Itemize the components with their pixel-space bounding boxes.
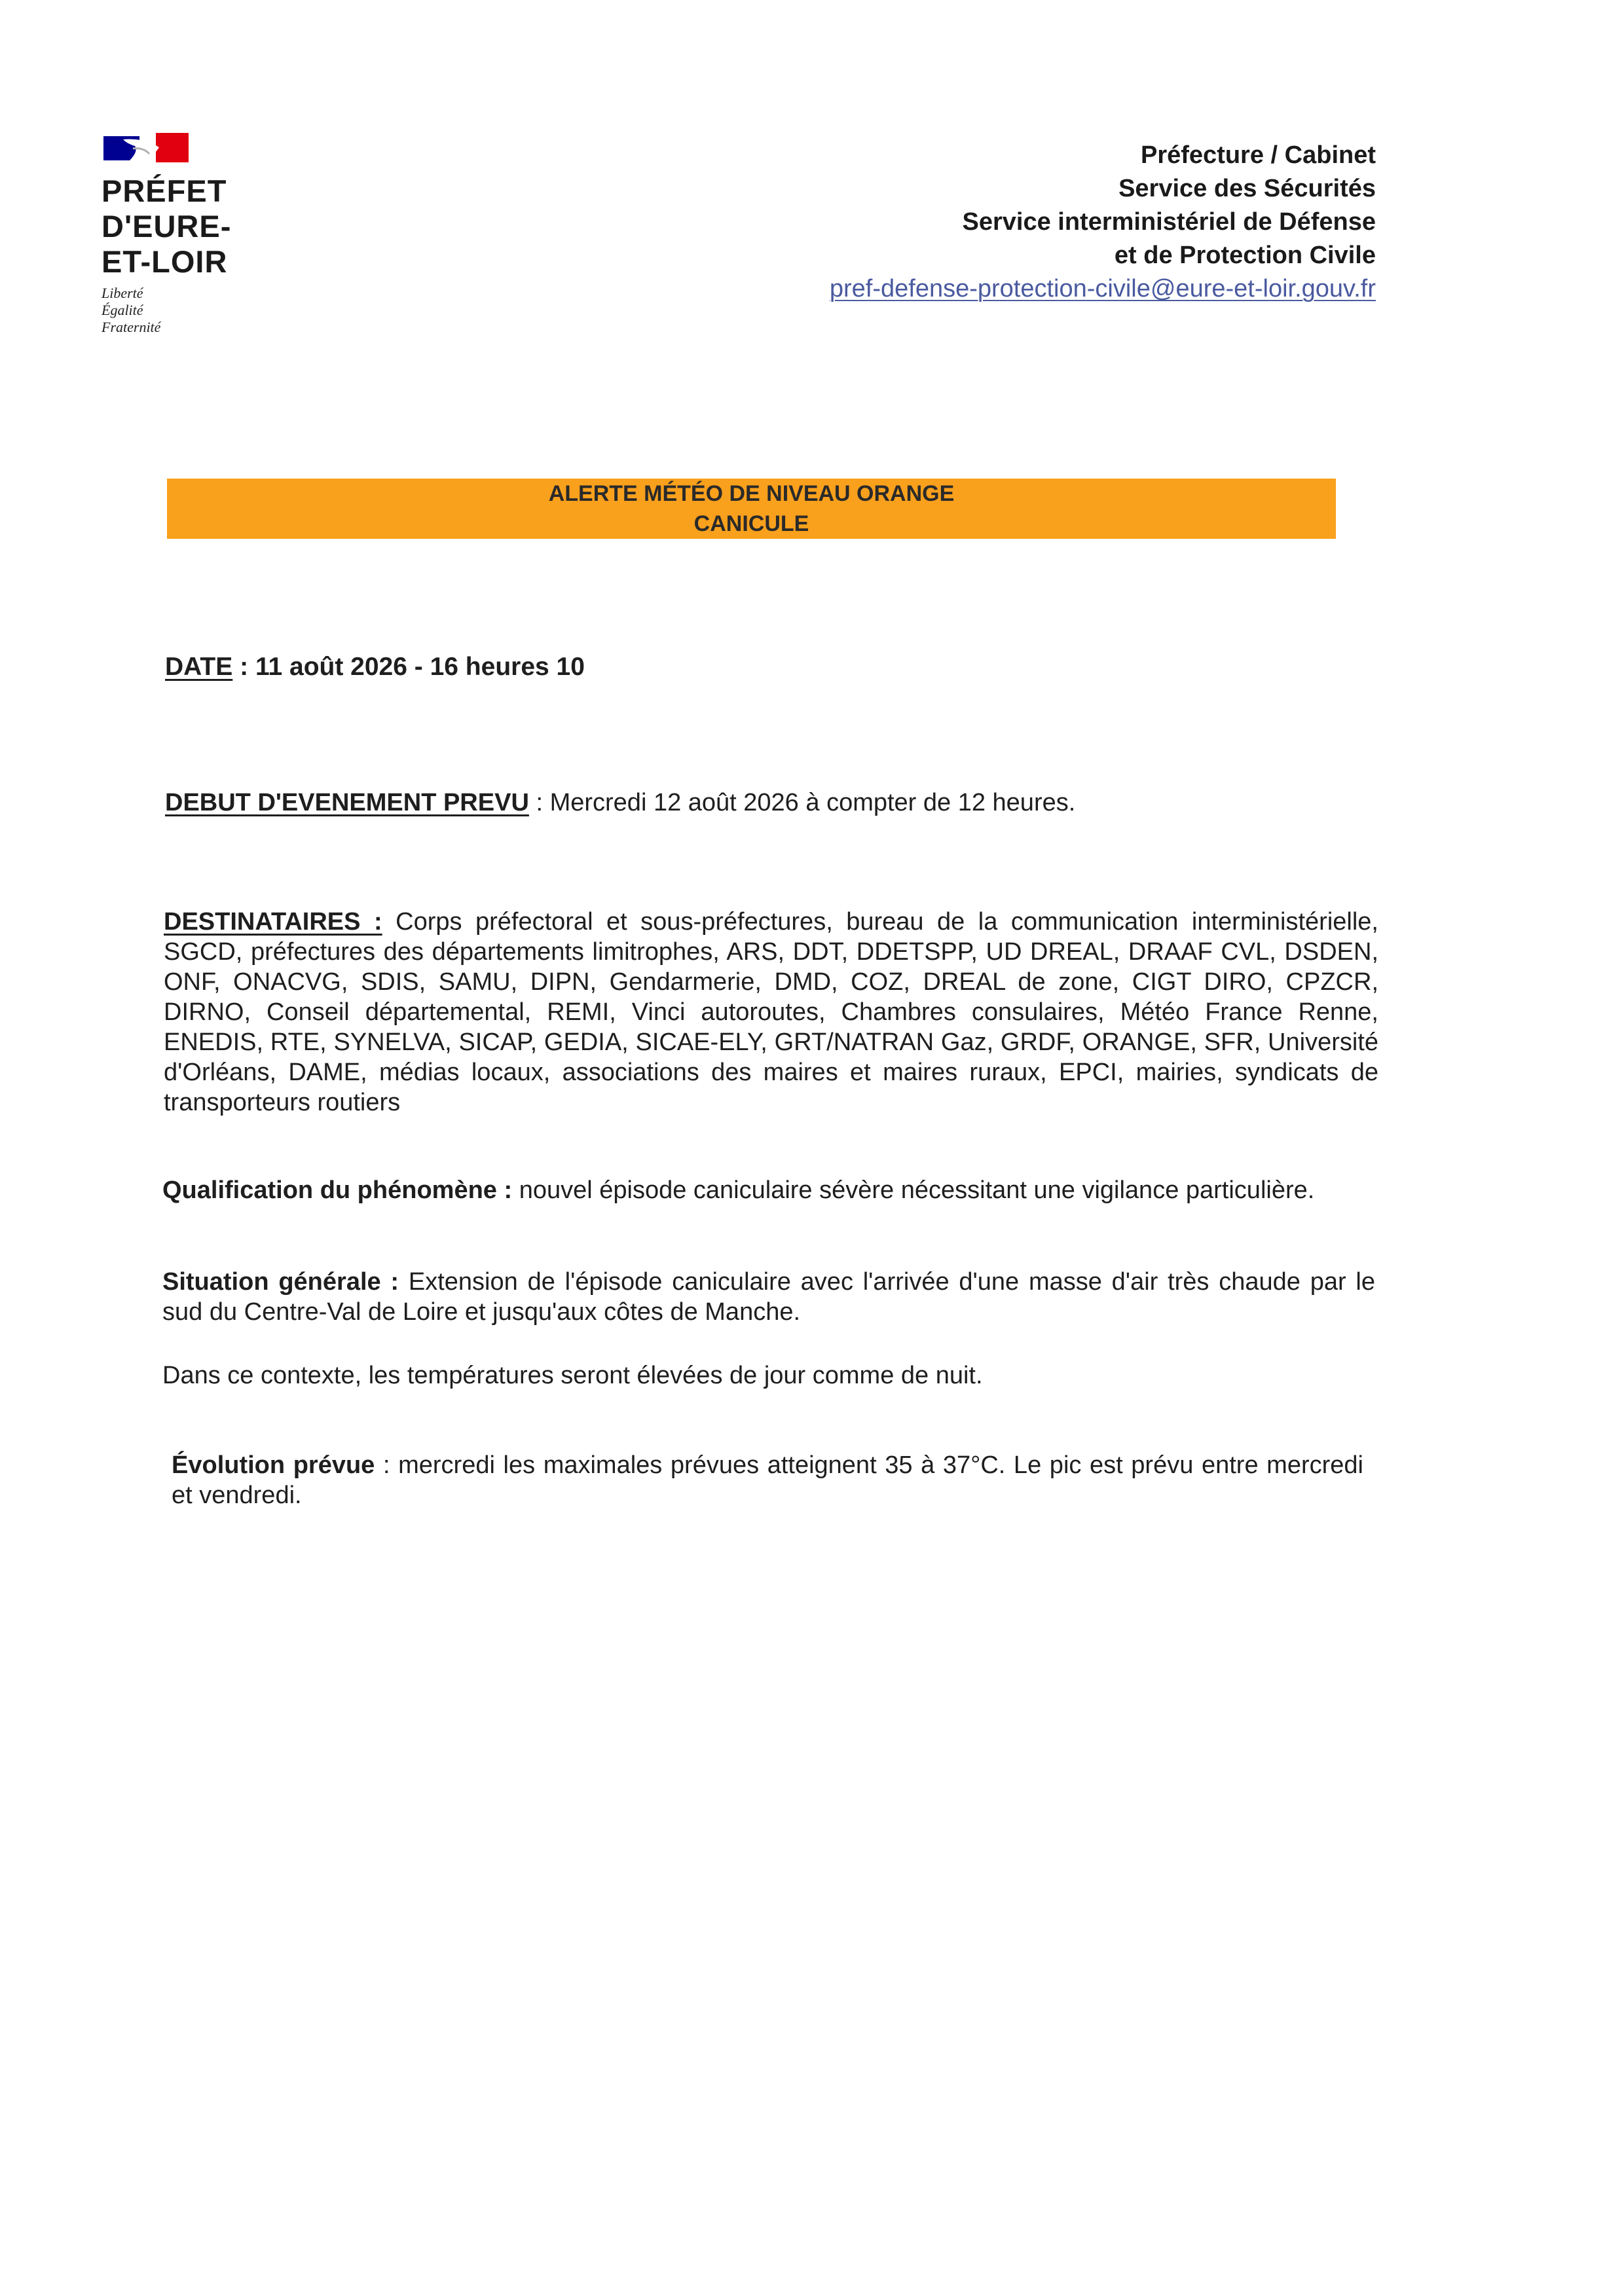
evolution-label: Évolution prévue xyxy=(172,1451,375,1479)
event-start-value: Mercredi 12 août 2026 à compter de 12 heures. xyxy=(549,789,1076,816)
date-label: DATE xyxy=(165,653,233,681)
motto-line: Fraternité xyxy=(101,319,161,335)
alert-banner xyxy=(167,479,1336,539)
recipients-value: Corps préfectoral et sous-préfectures, bureau de la communication interministérielle, SGCD, préfectures des départements limitrophes, ARS, DDT, DDETSPP, UD DREAL, DRAAF CVL, DSDEN, ONF, ONACVG, SDIS, SAMU, DIPN, Gendarmerie, DMD, COZ, DREAL de zone, CIGT DIRO, CPZCR, DIRNO, Conseil départemental, REMI, Vinci autoroutes, Chambres consulaires, Météo France Renne, ENEDIS, RTE, SYNELVA, SICAP, GEDIA, SICAE-ELY, GRT/NATRAN Gaz, GRDF, ORANGE, SFR, Université d'Orléans, DAME, médias locaux, associations des maires et maires ruraux, EPCI, mairies, syndicats de transporteurs routiers xyxy=(164,908,1378,1116)
date-value: 11 août 2026 - 16 heures 10 xyxy=(255,653,585,681)
prefet-line: D'EURE- xyxy=(101,209,232,244)
event-start-label: DEBUT D'EVENEMENT PREVU xyxy=(165,789,529,816)
situation-label: Situation générale : xyxy=(162,1268,399,1296)
date-line xyxy=(165,652,585,682)
sender-header xyxy=(830,139,1376,306)
republic-motto xyxy=(101,285,160,336)
marianne-flag-icon xyxy=(103,133,189,162)
header-line: Service des Sécurités xyxy=(1118,175,1376,202)
contact-email-link[interactable]: pref-defense-protection-civile@eure-et-loir.gouv.fr xyxy=(829,275,1376,302)
qualification-paragraph xyxy=(162,1175,1314,1205)
situation-value: Extension de l'épisode caniculaire avec l'arrivée d'une masse d'air très chaude par le sud du Centre-Val de Loire et jusqu'aux côtes de Manche. xyxy=(162,1268,1375,1326)
motto-line: Liberté xyxy=(101,285,143,301)
qualification-value: nouvel épisode caniculaire sévère nécessitant une vigilance particulière. xyxy=(512,1176,1315,1204)
event-start-line xyxy=(165,788,1075,818)
prefet-line: ET-LOIR xyxy=(101,244,228,279)
recipients-paragraph xyxy=(164,907,1378,1118)
motto-line: Égalité xyxy=(101,302,143,318)
header-line: Préfecture / Cabinet xyxy=(1141,141,1376,169)
context-paragraph: Dans ce contexte, les températures seront élevées de jour comme de nuit. xyxy=(162,1362,983,1389)
header-line: et de Protection Civile xyxy=(1114,242,1376,269)
evolution-value: : mercredi les maximales prévues atteignent 35 à 37°C. Le pic est prévu entre mercredi et vendredi. xyxy=(172,1451,1363,1509)
alert-subtitle: CANICULE xyxy=(693,511,809,536)
evolution-paragraph xyxy=(172,1450,1363,1510)
alert-title: ALERTE MÉTÉO DE NIVEAU ORANGE xyxy=(548,481,955,506)
header-line: Service interministériel de Défense xyxy=(962,208,1376,236)
situation-paragraph xyxy=(162,1267,1375,1327)
prefet-line: PRÉFET xyxy=(101,173,227,208)
date-separator: : xyxy=(232,653,255,681)
recipients-label: DESTINATAIRES : xyxy=(164,908,382,936)
qualification-label: Qualification du phénomène : xyxy=(162,1176,513,1204)
event-start-separator: : xyxy=(528,789,550,816)
prefet-name xyxy=(101,173,231,280)
